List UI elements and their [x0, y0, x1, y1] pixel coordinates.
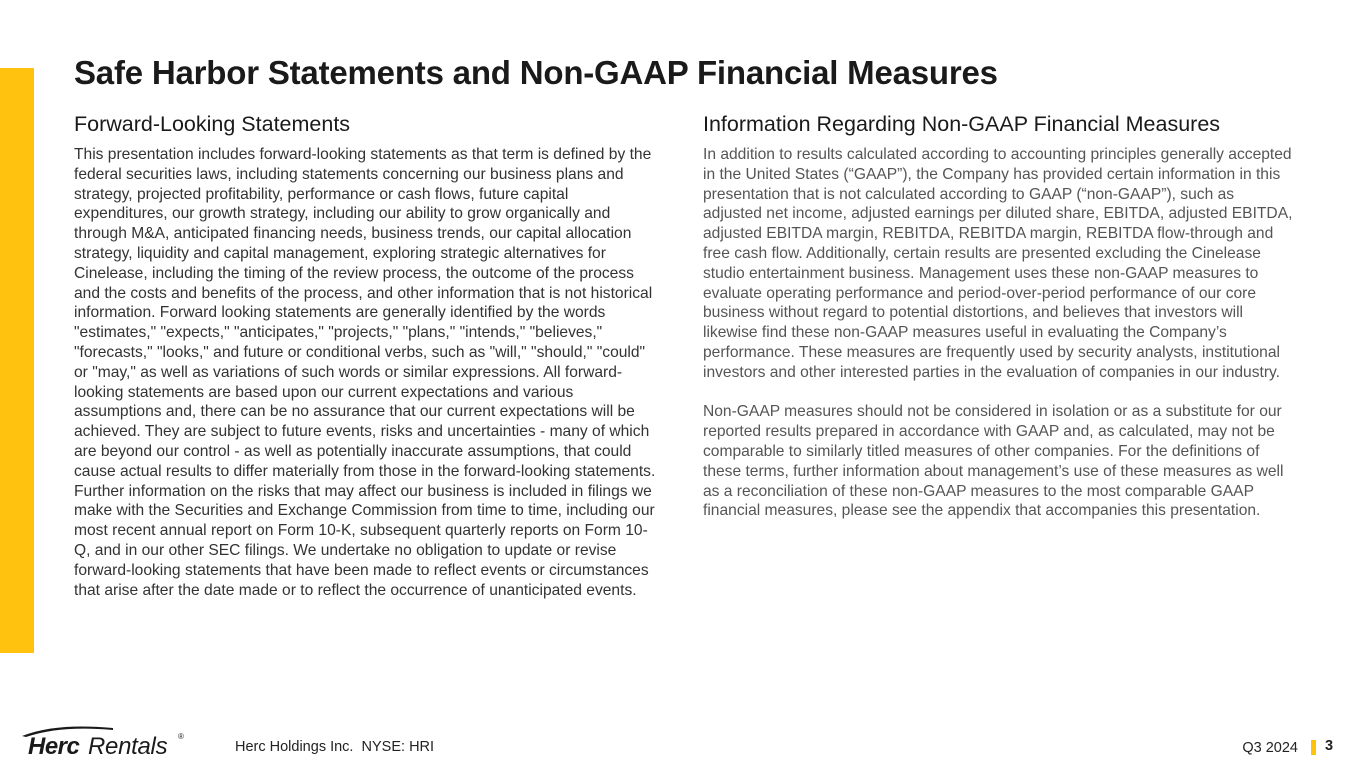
quarter-label: Q3 2024 [1242, 740, 1298, 756]
accent-bar [0, 68, 34, 653]
non-gaap-paragraph-1: In addition to results calculated according to accounting principles generally accepted in the United States (“GAAP”), the Company has provided certain information in this presentation that is not calculated according to GAAP (“non-GAAP”), such as adjusted net income, adjusted earnings per diluted share, EBITDA, adjusted EBITDA, adjusted EBITDA margin, REBITDA, REBITDA margin, REBITDA flow-through and free cash flow. Additionally, certain results are presented excluding the Cinelease studio entertainment business. Management uses these non-GAAP measures to evaluate operating performance and period-over-period performance of our core business without regard to potential distortions, and believes that investors will likewise find these non-GAAP measures useful in evaluating the Company’s performance. These measures are frequently used by security analysts, institutional investors and other interested parties in the evaluation of companies in our industry. [703, 146, 1293, 381]
non-gaap-paragraph-2: Non-GAAP measures should not be considered in isolation or as a substitute for our reported results prepared in accordance with GAAP and, as calculated, may not be comparable to similarly titled measures of other companies. For the definitions of these terms, further information about management’s use of these measures as well as a reconciliation of these non-GAAP measures to the most comparable GAAP financial measures, please see the appendix that accompanies this presentation. [703, 403, 1284, 520]
non-gaap-heading: Information Regarding Non-GAAP Financial Measures [703, 112, 1221, 136]
non-gaap-section [703, 111, 1293, 521]
forward-looking-heading: Forward-Looking Statements [74, 112, 351, 136]
herc-rentals-logo [18, 724, 190, 764]
page-number-marker [1311, 740, 1316, 755]
forward-looking-body: This presentation includes forward-looking statements as that term is defined by the federal securities laws, including statements concerning our business plans and strategy, projected profitability, performance or cash flows, future capital expenditures, our growth strategy, including our ability to grow organically and through M&A, anticipated financing needs, business trends, our capital allocation strategy, liquidity and capital management, exploring strategic alternatives for Cinelease, including the timing of the review process, the outcome of the process and the costs and benefits of the process, and other information that is not historical information. Forward looking statements are generally identified by the words "estimates," "expects," "anticipates," "projects," "plans," "intends," "believes," "forecasts," "looks," and future or conditional verbs, such as "will," "should," "could" or "may," as well as variations of such words or similar expressions. All forward-looking statements are based upon our current expectations and various assumptions and, there can be no assurance that our current expectations will be achieved. They are subject to future events, risks and uncertainties - many of which are beyond our control - as well as potentially inaccurate assumptions, that could cause actual results to differ materially from those in the forward-looking statements. Further information on the risks that may affect our business is included in filings we make with the Securities and Exchange Commission from time to time, including our most recent annual report on Form 10-K, subsequent quarterly reports on Form 10-Q, and in our other SEC filings. We undertake no obligation to update or revise forward-looking statements that have been made to reflect events or circumstances that arise after the date made or to reflect the occurrence of unanticipated events. [74, 146, 656, 599]
forward-looking-section [74, 111, 662, 600]
logo-herc-text: Herc [28, 733, 80, 760]
page-title: Safe Harbor Statements and Non-GAAP Financial Measures [74, 54, 998, 91]
company-ticker: Herc Holdings Inc. NYSE: HRI [235, 739, 435, 755]
page-number: 3 [1325, 738, 1334, 754]
paragraph-spacer [703, 383, 1293, 403]
logo-rentals-text: Rentals [88, 733, 168, 760]
logo-registered-mark: ® [178, 732, 184, 741]
